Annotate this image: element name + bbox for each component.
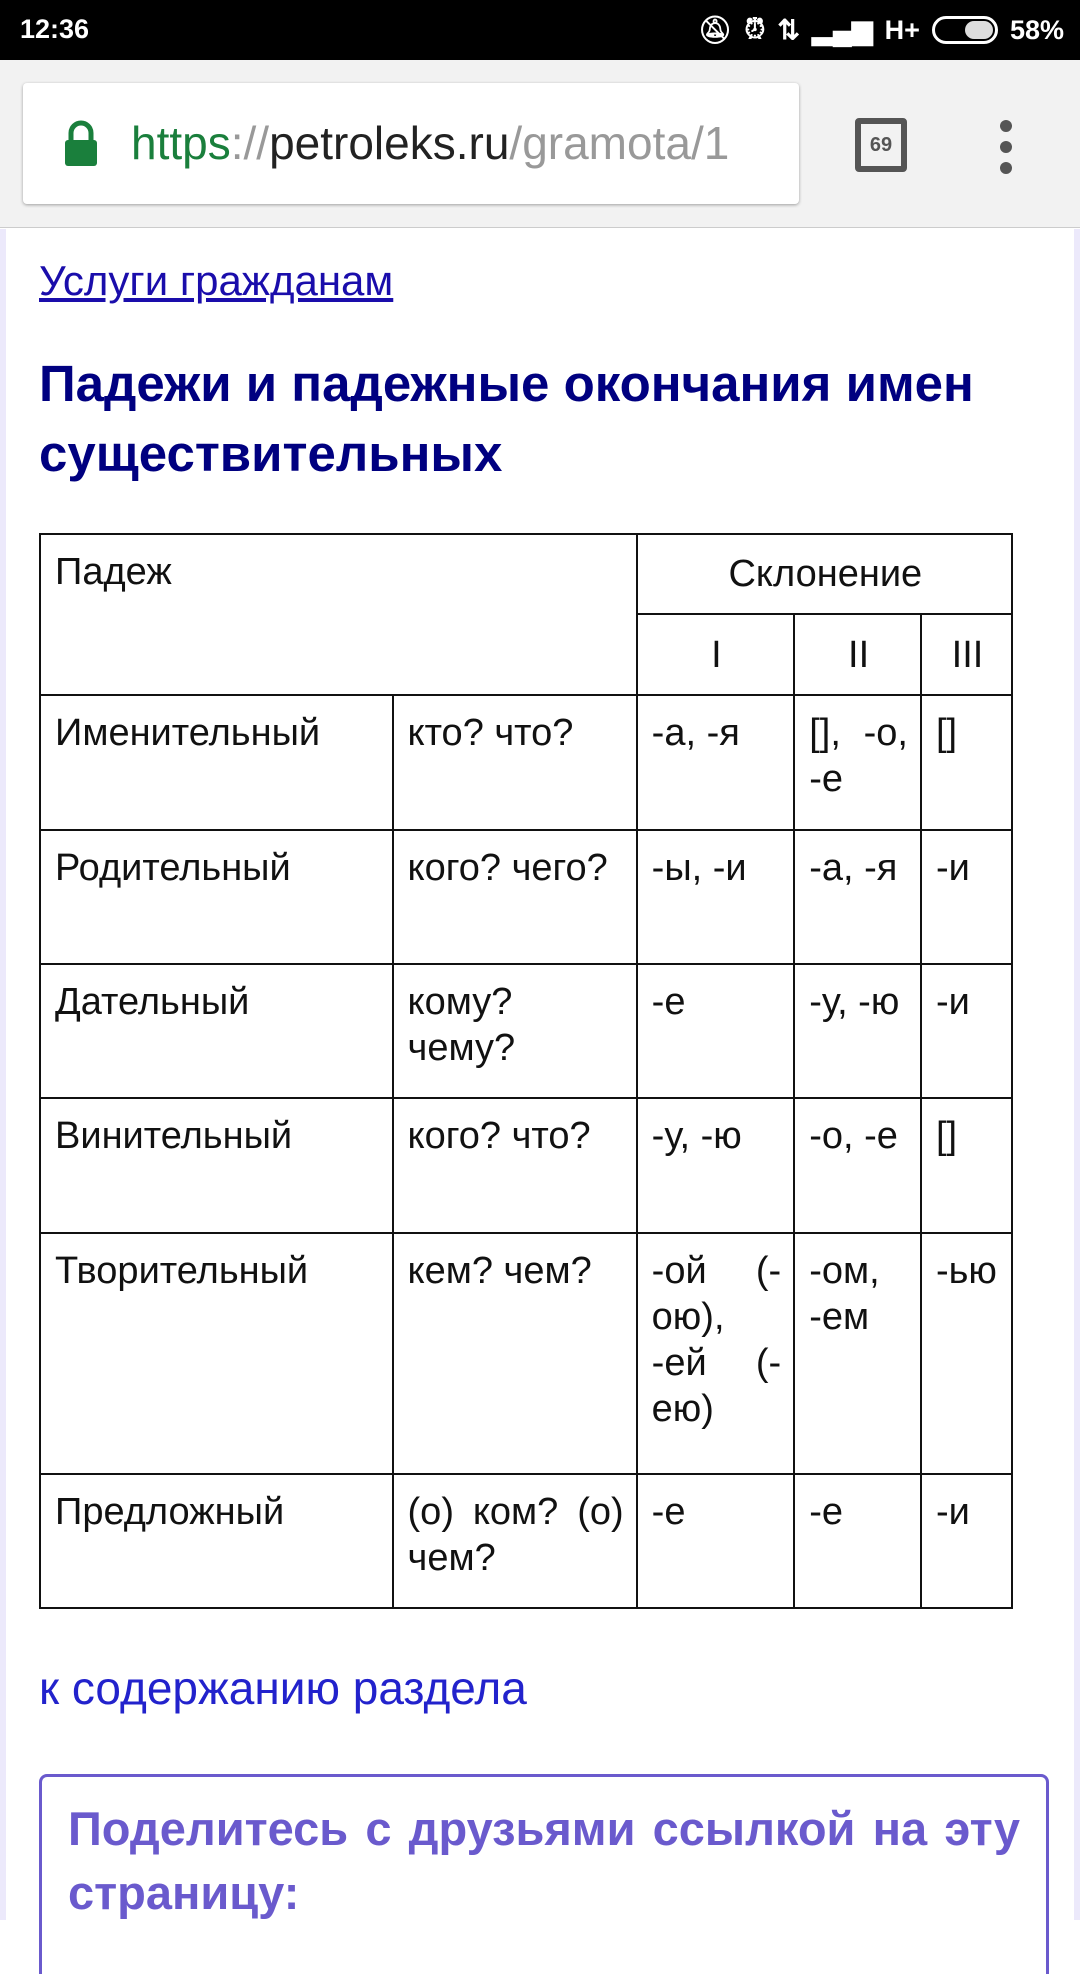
share-title: Поделитесь с друзьями ссылкой на эту страницу: [68, 1802, 1020, 1919]
page-title: Падежи и падежные окончания имен существительных [39, 355, 974, 482]
ending-2: -о, -е [794, 1098, 921, 1233]
table-row [40, 1098, 1012, 1233]
ending-3: -и [921, 830, 1012, 964]
ending-2: -а, -я [794, 830, 921, 964]
breadcrumb-link[interactable]: Услуги гражданам [39, 257, 394, 304]
case-name: Именительный [40, 695, 393, 830]
header-decl-1: I [637, 614, 795, 695]
ending-3: -ью [921, 1233, 1012, 1474]
table-row [40, 964, 1012, 1098]
ending-2: -ом, -ем [794, 1233, 921, 1474]
case-question: кого? чего? [393, 830, 637, 964]
page-content [0, 229, 1080, 1920]
case-name: Дательный [40, 964, 393, 1098]
case-name: Родительный [40, 830, 393, 964]
ending-3: -и [921, 1474, 1012, 1608]
case-name: Творительный [40, 1233, 393, 1474]
ending-3: [] [921, 1098, 1012, 1233]
more-menu-icon[interactable] [1000, 120, 1014, 183]
header-case: Падеж [40, 534, 637, 695]
ending-3: -и [921, 964, 1012, 1098]
case-question: кем? чем? [393, 1233, 637, 1474]
alarm-icon: ⏰︎ [744, 14, 766, 44]
ending-2: -у, -ю [794, 964, 921, 1098]
case-question: кто? что? [393, 695, 637, 830]
network-type: H+ [884, 14, 920, 45]
address-bar[interactable] [23, 83, 799, 204]
table-row [40, 695, 1012, 830]
table-row [40, 830, 1012, 964]
case-name: Предложный [40, 1474, 393, 1608]
browser-toolbar [0, 60, 1080, 228]
section-contents-link[interactable]: к содержанию раздела [39, 1662, 527, 1714]
signal-icon: ▂▄▆ [812, 14, 873, 45]
case-name: Винительный [40, 1098, 393, 1233]
table-row [40, 1233, 1012, 1474]
case-question: (о) ком? (о) чем? [393, 1474, 637, 1608]
battery-level: 58% [1009, 14, 1064, 45]
status-bar [0, 0, 1080, 60]
share-box [39, 1774, 1049, 1974]
ending-1: -у, -ю [637, 1098, 795, 1233]
ending-1: -а, -я [637, 695, 795, 830]
clock: 12:36 [20, 14, 90, 44]
case-question: кому? чему? [393, 964, 637, 1098]
ending-2: [], -о, -е [794, 695, 921, 830]
tab-switcher-button[interactable]: 69 [855, 118, 907, 172]
ending-3: [] [921, 695, 1012, 830]
header-declension: Склонение [637, 534, 1012, 614]
header-decl-2: II [794, 614, 921, 695]
ending-1: -ой (-ою), -ей (-ею) [637, 1233, 795, 1474]
ending-1: -е [637, 964, 795, 1098]
table-row [40, 1474, 1012, 1608]
ending-2: -е [794, 1474, 921, 1608]
cases-table [39, 533, 1013, 1609]
ending-1: -е [637, 1474, 795, 1608]
mute-icon: 🔕︎ [698, 15, 733, 45]
case-question: кого? что? [393, 1098, 637, 1233]
battery-icon [932, 16, 998, 44]
data-icon: ⇅ [777, 14, 800, 45]
ending-1: -ы, -и [637, 830, 795, 964]
header-decl-3: III [921, 614, 1012, 695]
url-text: https://petroleks.ru/gramota/1 [131, 117, 730, 169]
lock-icon [63, 120, 99, 168]
